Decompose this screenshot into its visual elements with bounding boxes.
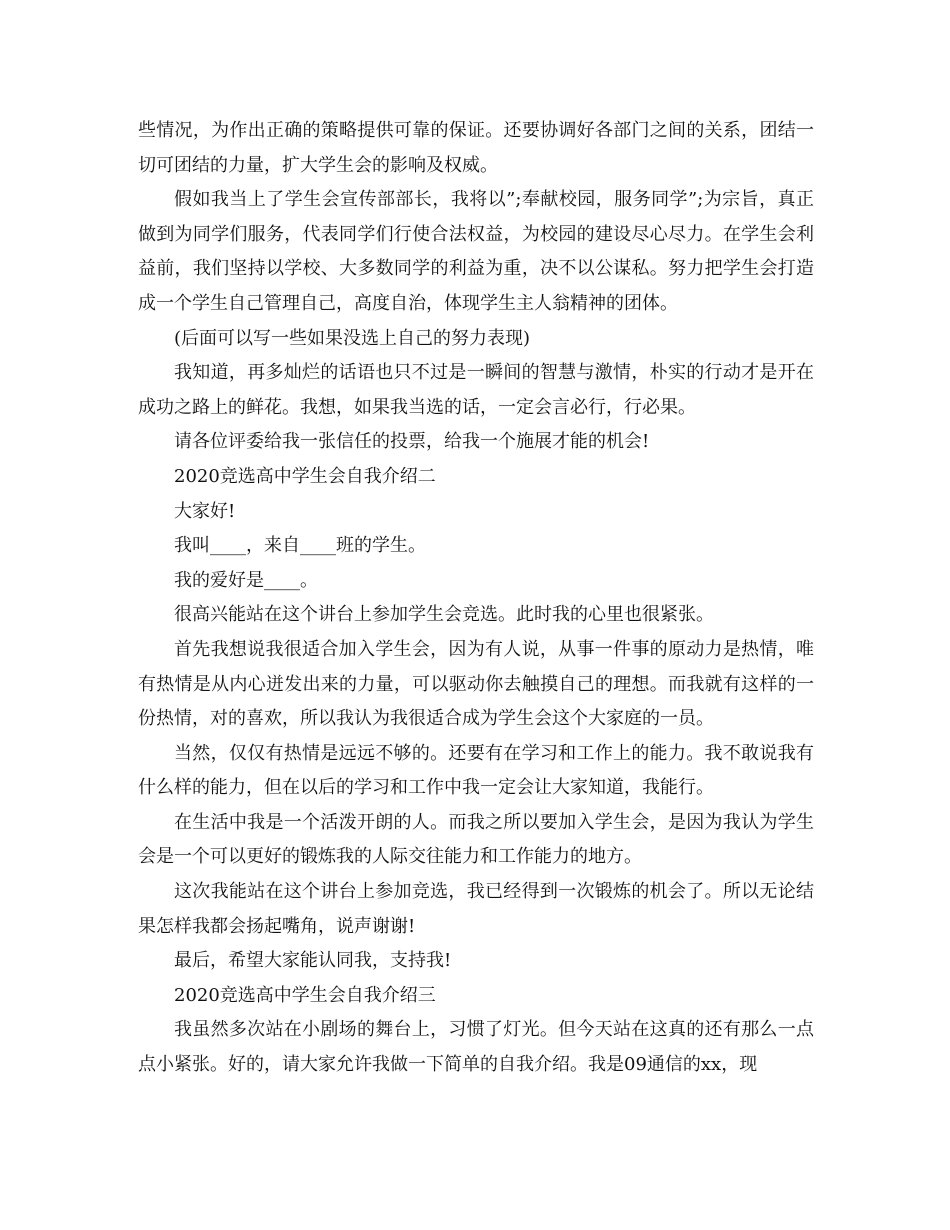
paragraph: 我知道，再多灿烂的话语也只不过是一瞬间的智慧与激情，朴实的行动才是开在成功之路上的鲜花。我想，如果我当选的话，一定会言必行，行必果。: [138, 362, 814, 418]
paragraph: 我叫____，来自____班的学生。: [174, 535, 426, 557]
paragraph: 这次我能站在这个讲台上参加竞选，我已经得到一次锻炼的机会了。所以无论结果怎样我都会扬起嘴角，说声谢谢!: [138, 881, 814, 937]
paragraph: 些情况，为作出正确的策略提供可靠的保证。还要协调好各部门之间的关系，团结一切可团结的力量，扩大学生会的影响及权威。: [138, 120, 814, 176]
document-body: [138, 114, 814, 1083]
paragraph: 首先我想说我很适合加入学生会，因为有人说，从事一件事的原动力是热情，唯有热情是从内心迸发出来的力量，可以驱动你去触摸自己的理想。而我就有这样的一份热情，对的喜欢，所以我认为我很适合成为学生会这个大家庭的一员。: [138, 638, 814, 730]
section-heading: 2020竞选高中学生会自我介绍二: [174, 465, 436, 487]
paragraph: 在生活中我是一个活泼开朗的人。而我之所以要加入学生会，是因为我认为学生会是一个可以更好的锻炼我的人际交往能力和工作能力的地方。: [138, 811, 814, 868]
paragraph: (后面可以写一些如果没选上自己的努力表现): [174, 327, 531, 349]
paragraph: 当然，仅仅有热情是远远不够的。还要有在学习和工作上的能力。我不敢说我有什么样的能力，但在以后的学习和工作中我一定会让大家知道，我能行。: [138, 742, 814, 799]
paragraph: 我虽然多次站在小剧场的舞台上，习惯了灯光。但今天站在这真的还有那么一点点小紧张。好的，请大家允许我做一下简单的自我介绍。我是09通信的xx，现: [138, 1019, 814, 1076]
paragraph: 假如我当上了学生会宣传部部长，我将以”;奉献校园，服务同学”;为宗旨，真正做到为同学们服务，代表同学们行使合法权益，为校园的建设尽心尽力。在学生会利益前，我们坚持以学校、大多数同学的利益为重，决不以公谋私。努力把学生会打造成一个学生自己管理自己，高度自治，体现学生主人翁精神的团体。: [138, 189, 814, 314]
paragraph: 大家好!: [174, 500, 236, 522]
paragraph: 最后，希望大家能认同我，支持我!: [174, 950, 452, 972]
paragraph: 我的爱好是____。: [174, 569, 318, 591]
section-heading: 2020竞选高中学生会自我介绍三: [174, 984, 436, 1006]
paragraph: 很高兴能站在这个讲台上参加学生会竞选。此时我的心里也很紧张。: [174, 604, 714, 626]
paragraph: 请各位评委给我一张信任的投票，给我一个施展才能的机会!: [174, 431, 650, 453]
